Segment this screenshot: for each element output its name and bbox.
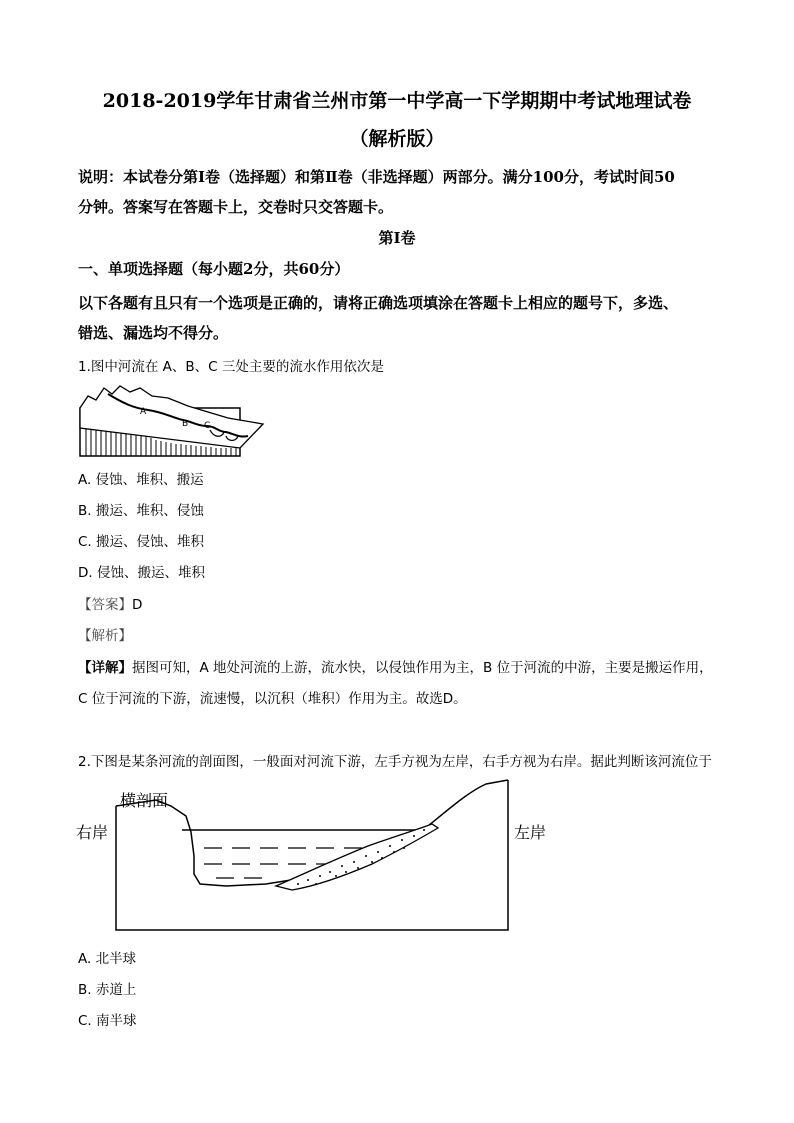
q2-option-c[interactable]: C. 南半球 — [78, 1013, 137, 1029]
q1-option-d[interactable]: D. 侵蚀、搬运、堆积 — [78, 565, 205, 581]
detail-text-1: 据图可知，A 地处河流的上游，流水快，以侵蚀作用为主，B 位于河流的中游，主要是搬运作用， — [132, 660, 713, 676]
intro-line-1: 说明：本试卷分第Ⅰ卷（选择题）和第Ⅱ卷（非选择题）两部分。满分100分，考试时间50 — [78, 168, 675, 186]
page-title: 2018-2019学年甘肃省兰州市第一中学高一下学期期中考试地理试卷 — [102, 90, 692, 112]
q2-option-a[interactable]: A. 北半球 — [78, 951, 137, 967]
section-heading: 一、单项选择题（每小题2分，共60分） — [78, 260, 350, 278]
q1-option-c[interactable]: C. 搬运、侵蚀、堆积 — [78, 534, 205, 550]
answer-value: D — [132, 597, 143, 613]
q1-stem: 1.图中河流在 A、B、C 三处主要的流水作用依次是 — [78, 359, 384, 375]
q2-figure-title: 横剖面 — [120, 791, 169, 810]
q1-river-figure — [78, 378, 268, 460]
q1-figure-label-b: B — [182, 419, 189, 429]
q1-option-a[interactable]: A. 侵蚀、堆积、搬运 — [78, 472, 204, 488]
q2-right-bank-label: 右岸 — [76, 823, 109, 842]
q1-analysis-label: 【解析】 — [78, 628, 132, 644]
part-label: 第Ⅰ卷 — [378, 229, 416, 247]
q1-option-b[interactable]: B. 搬运、堆积、侵蚀 — [78, 503, 204, 519]
section-instructions-1: 以下各题有且只有一个选项是正确的，请将正确选项填涂在答题卡上相应的题号下，多选、 — [78, 294, 679, 312]
section-instructions-2: 错选、漏选均不得分。 — [78, 324, 229, 342]
q2-option-b[interactable]: B. 赤道上 — [78, 982, 137, 998]
page-subtitle: （解析版） — [349, 128, 445, 150]
detail-label: 【详解】 — [78, 660, 132, 676]
intro-line-2: 分钟。答案写在答题卡上，交卷时只交答题卡。 — [78, 198, 394, 216]
q2-river-profile-figure — [76, 776, 556, 934]
answer-label: 【答案】 — [78, 597, 132, 613]
q1-figure-label-c: C — [204, 421, 211, 431]
q2-left-bank-label: 左岸 — [514, 823, 547, 842]
q1-answer — [78, 593, 142, 613]
q2-stem: 2.下图是某条河流的剖面图，一般面对河流下游，左手方视为左岸，右手方视为右岸。据此判断该河流位于 — [78, 754, 712, 770]
q1-detail-line-2: C 位于河流的下游，流速慢，以沉积（堆积）作用为主。故选D。 — [78, 691, 467, 707]
q1-detail-line-1 — [78, 656, 713, 676]
q1-figure-label-a: A — [140, 407, 147, 417]
